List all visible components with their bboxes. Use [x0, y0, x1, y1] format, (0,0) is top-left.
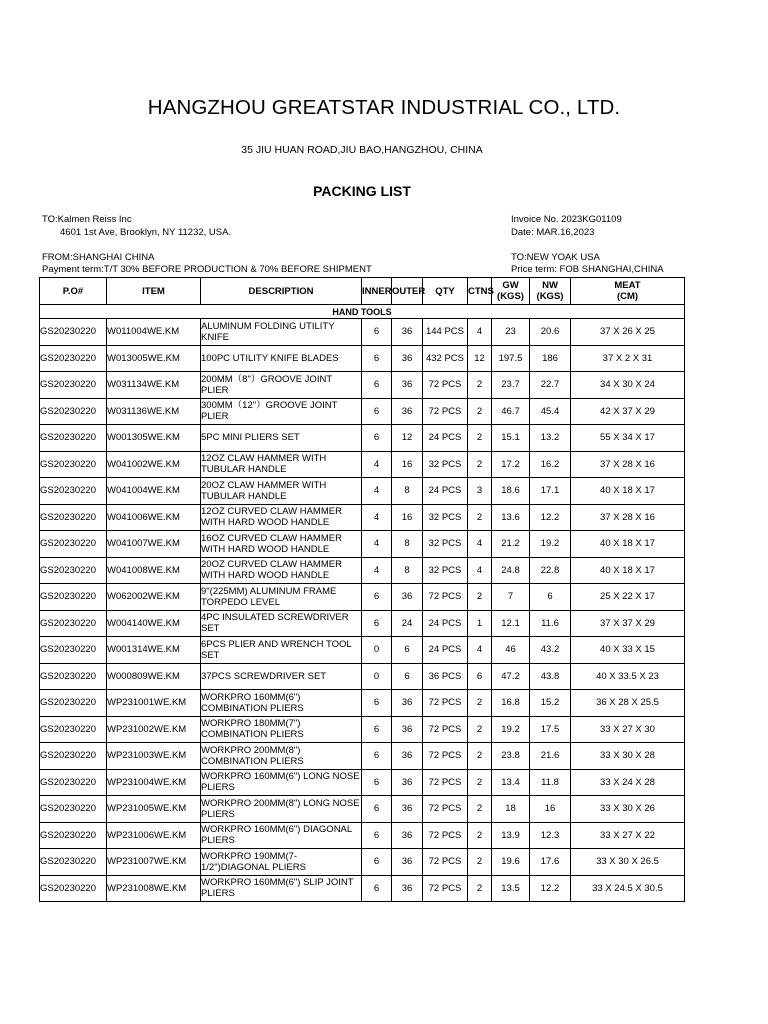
table-row [40, 398, 685, 425]
table-row [40, 557, 685, 584]
table-cell-inner: 6 [362, 425, 392, 452]
document-title: PACKING LIST [313, 183, 411, 199]
table-row [40, 716, 685, 743]
table-cell-item: WP231003WE.KM [107, 743, 201, 770]
table-cell-outer: 16 [392, 504, 423, 531]
table-cell-gw: 19.6 [492, 849, 530, 876]
table-cell-description: 37PCS SCREWDRIVER SET [201, 663, 362, 690]
table-cell-item: WP231001WE.KM [107, 690, 201, 717]
table-cell-nw: 19.2 [530, 531, 571, 558]
table-cell-outer: 36 [392, 849, 423, 876]
nw-label: NW [542, 280, 558, 291]
table-cell-po: GS20230220 [40, 822, 107, 849]
section-title: HAND TOOLS [40, 305, 685, 319]
table-cell-qty: 72 PCS [423, 849, 468, 876]
table-cell-outer: 8 [392, 531, 423, 558]
ship-to: TO:NEW YOAK USA [511, 252, 600, 263]
table-cell-item: W000809WE.KM [107, 663, 201, 690]
table-row [40, 663, 685, 690]
table-cell-inner: 6 [362, 398, 392, 425]
table-cell-gw: 13.4 [492, 769, 530, 796]
table-cell-po: GS20230220 [40, 531, 107, 558]
table-cell-ctns: 4 [468, 531, 492, 558]
table-row [40, 610, 685, 637]
column-header-meat [571, 278, 685, 305]
table-cell-meas: 37 X 28 X 16 [571, 451, 685, 478]
table-cell-ctns: 2 [468, 849, 492, 876]
table-cell-ctns: 2 [468, 398, 492, 425]
table-cell-gw: 24.8 [492, 557, 530, 584]
payment-term: Payment term:T/T 30% BEFORE PRODUCTION & 70% BEFORE SHIPMENT [42, 264, 372, 275]
table-cell-description: WORKPRO 180MM(7") COMBINATION PLIERS [201, 716, 362, 743]
table-cell-outer: 8 [392, 557, 423, 584]
table-cell-outer: 36 [392, 372, 423, 399]
table-row [40, 319, 685, 346]
table-cell-ctns: 2 [468, 796, 492, 823]
table-cell-description: 6PCS PLIER AND WRENCH TOOL SET [201, 637, 362, 664]
table-cell-qty: 72 PCS [423, 690, 468, 717]
consignee-address: 4601 1st Ave, Brooklyn, NY 11232, USA. [60, 227, 232, 238]
table-cell-qty: 72 PCS [423, 875, 468, 902]
table-cell-po: GS20230220 [40, 584, 107, 611]
table-cell-outer: 36 [392, 875, 423, 902]
table-cell-po: GS20230220 [40, 504, 107, 531]
table-cell-gw: 13.6 [492, 504, 530, 531]
table-cell-item: W011004WE.KM [107, 319, 201, 346]
table-cell-ctns: 1 [468, 610, 492, 637]
table-cell-ctns: 2 [468, 425, 492, 452]
table-cell-ctns: 2 [468, 584, 492, 611]
table-cell-outer: 16 [392, 451, 423, 478]
table-cell-meas: 33 X 24.5 X 30.5 [571, 875, 685, 902]
table-cell-inner: 0 [362, 637, 392, 664]
table-cell-nw: 20.6 [530, 319, 571, 346]
table-cell-inner: 6 [362, 743, 392, 770]
table-cell-gw: 12.1 [492, 610, 530, 637]
table-cell-outer: 24 [392, 610, 423, 637]
table-cell-meas: 36 X 28 X 25.5 [571, 690, 685, 717]
table-cell-meas: 33 X 24 X 28 [571, 769, 685, 796]
table-cell-description: 4PC INSULATED SCREWDRIVER SET [201, 610, 362, 637]
consignee-name: TO:Kalmen Reiss Inc [42, 214, 132, 225]
table-cell-description: 12OZ CLAW HAMMER WITH TUBULAR HANDLE [201, 451, 362, 478]
table-cell-gw: 7 [492, 584, 530, 611]
table-row [40, 584, 685, 611]
table-cell-nw: 11.6 [530, 610, 571, 637]
table-cell-po: GS20230220 [40, 319, 107, 346]
table-cell-nw: 11.8 [530, 769, 571, 796]
table-row [40, 743, 685, 770]
table-cell-po: GS20230220 [40, 796, 107, 823]
table-row [40, 531, 685, 558]
table-cell-item: W041007WE.KM [107, 531, 201, 558]
table-cell-inner: 4 [362, 557, 392, 584]
table-cell-ctns: 2 [468, 372, 492, 399]
table-cell-meas: 25 X 22 X 17 [571, 584, 685, 611]
table-cell-outer: 36 [392, 345, 423, 372]
table-cell-meas: 40 X 18 X 17 [571, 478, 685, 505]
table-cell-gw: 18.6 [492, 478, 530, 505]
table-cell-item: W001314WE.KM [107, 637, 201, 664]
table-cell-ctns: 4 [468, 557, 492, 584]
table-cell-inner: 4 [362, 531, 392, 558]
table-cell-description: WORKPRO 200MM(8") COMBINATION PLIERS [201, 743, 362, 770]
column-header-po: P.O# [40, 278, 107, 305]
table-cell-nw: 45.4 [530, 398, 571, 425]
table-row [40, 425, 685, 452]
table-cell-item: W013005WE.KM [107, 345, 201, 372]
table-cell-inner: 4 [362, 504, 392, 531]
table-cell-qty: 72 PCS [423, 716, 468, 743]
table-cell-gw: 15.1 [492, 425, 530, 452]
table-cell-gw: 21.2 [492, 531, 530, 558]
table-cell-gw: 17.2 [492, 451, 530, 478]
table-row [40, 451, 685, 478]
table-row [40, 769, 685, 796]
table-cell-qty: 72 PCS [423, 822, 468, 849]
table-cell-outer: 36 [392, 716, 423, 743]
table-cell-gw: 47.2 [492, 663, 530, 690]
table-cell-nw: 12.3 [530, 822, 571, 849]
table-cell-meas: 40 X 33.5 X 23 [571, 663, 685, 690]
table-cell-meas: 37 X 26 X 25 [571, 319, 685, 346]
table-cell-ctns: 2 [468, 822, 492, 849]
table-cell-po: GS20230220 [40, 425, 107, 452]
column-header-ctns: CTNS [468, 278, 492, 305]
invoice-number: Invoice No. 2023KG01109 [511, 214, 622, 225]
table-cell-inner: 6 [362, 716, 392, 743]
column-header-qty: QTY [423, 278, 468, 305]
table-cell-outer: 36 [392, 584, 423, 611]
table-cell-po: GS20230220 [40, 716, 107, 743]
table-cell-ctns: 12 [468, 345, 492, 372]
table-cell-qty: 144 PCS [423, 319, 468, 346]
column-header-nw [530, 278, 571, 305]
table-cell-meas: 37 X 37 X 29 [571, 610, 685, 637]
table-cell-outer: 36 [392, 743, 423, 770]
table-cell-inner: 0 [362, 663, 392, 690]
table-cell-outer: 12 [392, 425, 423, 452]
table-row [40, 690, 685, 717]
table-cell-po: GS20230220 [40, 690, 107, 717]
table-cell-gw: 13.5 [492, 875, 530, 902]
table-cell-description: WORKPRO 160MM(6") COMBINATION PLIERS [201, 690, 362, 717]
table-cell-qty: 36 PCS [423, 663, 468, 690]
table-cell-nw: 6 [530, 584, 571, 611]
table-cell-inner: 6 [362, 875, 392, 902]
table-header-row [40, 278, 685, 305]
table-cell-ctns: 2 [468, 451, 492, 478]
table-cell-item: W004140WE.KM [107, 610, 201, 637]
table-cell-gw: 46.7 [492, 398, 530, 425]
table-cell-outer: 36 [392, 796, 423, 823]
table-cell-item: W041006WE.KM [107, 504, 201, 531]
table-cell-po: GS20230220 [40, 478, 107, 505]
table-cell-meas: 33 X 27 X 30 [571, 716, 685, 743]
table-cell-description: WORKPRO 190MM(7-1/2")DIAGONAL PLIERS [201, 849, 362, 876]
table-cell-po: GS20230220 [40, 451, 107, 478]
table-cell-po: GS20230220 [40, 769, 107, 796]
table-cell-meas: 55 X 34 X 17 [571, 425, 685, 452]
table-cell-po: GS20230220 [40, 372, 107, 399]
table-cell-inner: 6 [362, 319, 392, 346]
section-row [40, 305, 685, 319]
gw-label: GW [502, 280, 519, 291]
table-cell-item: W031134WE.KM [107, 372, 201, 399]
table-cell-meas: 40 X 18 X 17 [571, 531, 685, 558]
table-cell-inner: 6 [362, 584, 392, 611]
table-cell-ctns: 2 [468, 875, 492, 902]
table-cell-qty: 72 PCS [423, 398, 468, 425]
table-cell-item: WP231005WE.KM [107, 796, 201, 823]
table-cell-po: GS20230220 [40, 557, 107, 584]
table-cell-po: GS20230220 [40, 849, 107, 876]
table-cell-outer: 36 [392, 769, 423, 796]
table-cell-meas: 33 X 27 X 22 [571, 822, 685, 849]
column-header-outer: OUTER [392, 278, 423, 305]
table-cell-nw: 16 [530, 796, 571, 823]
ship-from: FROM:SHANGHAI CHINA [42, 252, 155, 263]
table-cell-po: GS20230220 [40, 398, 107, 425]
table-cell-item: W031136WE.KM [107, 398, 201, 425]
table-cell-outer: 36 [392, 398, 423, 425]
table-cell-outer: 6 [392, 637, 423, 664]
invoice-date: Date: MAR.16,2023 [511, 227, 595, 238]
table-cell-meas: 37 X 28 X 16 [571, 504, 685, 531]
table-cell-inner: 4 [362, 451, 392, 478]
table-cell-qty: 24 PCS [423, 478, 468, 505]
table-cell-qty: 32 PCS [423, 531, 468, 558]
table-cell-item: WP231002WE.KM [107, 716, 201, 743]
table-cell-gw: 19.2 [492, 716, 530, 743]
table-cell-meas: 33 X 30 X 26.5 [571, 849, 685, 876]
table-cell-inner: 6 [362, 610, 392, 637]
table-cell-qty: 72 PCS [423, 584, 468, 611]
table-cell-item: W041002WE.KM [107, 451, 201, 478]
table-row [40, 372, 685, 399]
table-row [40, 637, 685, 664]
table-cell-gw: 13.9 [492, 822, 530, 849]
table-cell-ctns: 2 [468, 769, 492, 796]
table-cell-nw: 17.5 [530, 716, 571, 743]
table-cell-description: 5PC MINI PLIERS SET [201, 425, 362, 452]
table-cell-meas: 33 X 30 X 26 [571, 796, 685, 823]
table-cell-ctns: 2 [468, 716, 492, 743]
table-cell-item: WP231008WE.KM [107, 875, 201, 902]
table-cell-meas: 34 X 30 X 24 [571, 372, 685, 399]
table-cell-qty: 32 PCS [423, 557, 468, 584]
table-cell-po: GS20230220 [40, 663, 107, 690]
table-cell-item: W062002WE.KM [107, 584, 201, 611]
table-cell-ctns: 4 [468, 637, 492, 664]
table-cell-description: WORKPRO 160MM(6") SLIP JOINT PLIERS [201, 875, 362, 902]
table-cell-description: WORKPRO 200MM(8") LONG NOSE PLIERS [201, 796, 362, 823]
table-cell-nw: 21.6 [530, 743, 571, 770]
table-cell-qty: 72 PCS [423, 743, 468, 770]
table-cell-inner: 6 [362, 849, 392, 876]
table-cell-meas: 40 X 18 X 17 [571, 557, 685, 584]
table-cell-outer: 8 [392, 478, 423, 505]
table-cell-po: GS20230220 [40, 345, 107, 372]
table-cell-description: 16OZ CURVED CLAW HAMMER WITH HARD WOOD HANDLE [201, 531, 362, 558]
table-cell-ctns: 4 [468, 319, 492, 346]
table-cell-nw: 12.2 [530, 875, 571, 902]
table-row [40, 849, 685, 876]
column-header-inner: INNER [362, 278, 392, 305]
table-cell-inner: 6 [362, 372, 392, 399]
table-row [40, 504, 685, 531]
table-cell-qty: 24 PCS [423, 425, 468, 452]
table-cell-gw: 18 [492, 796, 530, 823]
table-cell-po: GS20230220 [40, 875, 107, 902]
table-cell-meas: 40 X 33 X 15 [571, 637, 685, 664]
company-name: HANGZHOU GREATSTAR INDUSTRIAL CO., LTD. [147, 96, 621, 119]
table-cell-item: WP231004WE.KM [107, 769, 201, 796]
table-cell-item: W001305WE.KM [107, 425, 201, 452]
table-cell-qty: 24 PCS [423, 637, 468, 664]
table-cell-description: 9"(225MM) ALUMINUM FRAME TORPEDO LEVEL [201, 584, 362, 611]
table-cell-nw: 43.2 [530, 637, 571, 664]
table-cell-ctns: 2 [468, 690, 492, 717]
packing-list-table [39, 277, 685, 902]
table-cell-qty: 72 PCS [423, 372, 468, 399]
table-cell-nw: 16.2 [530, 451, 571, 478]
table-row [40, 478, 685, 505]
table-cell-po: GS20230220 [40, 610, 107, 637]
table-cell-nw: 15.2 [530, 690, 571, 717]
table-cell-gw: 23.7 [492, 372, 530, 399]
table-cell-description: WORKPRO 160MM(6") DIAGONAL PLIERS [201, 822, 362, 849]
company-address: 35 JIU HUAN ROAD,JIU BAO,HANGZHOU, CHINA [241, 144, 483, 156]
table-cell-description: 100PC UTILITY KNIFE BLADES [201, 345, 362, 372]
table-cell-item: WP231007WE.KM [107, 849, 201, 876]
table-cell-inner: 6 [362, 769, 392, 796]
table-cell-inner: 6 [362, 345, 392, 372]
table-cell-outer: 36 [392, 690, 423, 717]
nw-unit: (KGS) [536, 291, 564, 302]
table-cell-outer: 36 [392, 319, 423, 346]
table-row [40, 822, 685, 849]
table-cell-nw: 43.8 [530, 663, 571, 690]
table-cell-gw: 23 [492, 319, 530, 346]
table-cell-ctns: 3 [468, 478, 492, 505]
table-cell-po: GS20230220 [40, 743, 107, 770]
table-cell-ctns: 2 [468, 743, 492, 770]
price-term: Price term: FOB SHANGHAI,CHINA [511, 264, 664, 275]
table-cell-nw: 17.1 [530, 478, 571, 505]
table-cell-inner: 4 [362, 478, 392, 505]
table-cell-outer: 6 [392, 663, 423, 690]
table-cell-outer: 36 [392, 822, 423, 849]
meat-unit: (CM) [616, 291, 639, 302]
table-cell-item: WP231006WE.KM [107, 822, 201, 849]
table-cell-nw: 17.6 [530, 849, 571, 876]
table-cell-po: GS20230220 [40, 637, 107, 664]
table-cell-inner: 6 [362, 822, 392, 849]
table-cell-item: W041008WE.KM [107, 557, 201, 584]
table-cell-description: 200MM（8"）GROOVE JOINT PLIER [201, 372, 362, 399]
table-cell-gw: 197.5 [492, 345, 530, 372]
table-cell-item: W041004WE.KM [107, 478, 201, 505]
column-header-gw [492, 278, 530, 305]
gw-unit: (KGS) [497, 291, 524, 302]
table-cell-nw: 186 [530, 345, 571, 372]
table-cell-meas: 33 X 30 X 28 [571, 743, 685, 770]
table-cell-nw: 12.2 [530, 504, 571, 531]
table-cell-gw: 23.8 [492, 743, 530, 770]
table-cell-gw: 46 [492, 637, 530, 664]
table-cell-description: 12OZ CURVED CLAW HAMMER WITH HARD WOOD HANDLE [201, 504, 362, 531]
table-cell-description: ALUMINUM FOLDING UTILITY KNIFE [201, 319, 362, 346]
table-cell-ctns: 6 [468, 663, 492, 690]
table-cell-inner: 6 [362, 690, 392, 717]
table-cell-qty: 72 PCS [423, 769, 468, 796]
table-cell-qty: 72 PCS [423, 796, 468, 823]
table-cell-description: 20OZ CLAW HAMMER WITH TUBULAR HANDLE [201, 478, 362, 505]
table-cell-nw: 22.7 [530, 372, 571, 399]
table-row [40, 345, 685, 372]
table-row [40, 875, 685, 902]
table-cell-description: 300MM（12"）GROOVE JOINT PLIER [201, 398, 362, 425]
table-cell-qty: 24 PCS [423, 610, 468, 637]
table-cell-gw: 16.8 [492, 690, 530, 717]
column-header-description: DESCRIPTION [201, 278, 362, 305]
table-cell-meas: 37 X 2 X 31 [571, 345, 685, 372]
table-cell-nw: 22.8 [530, 557, 571, 584]
table-cell-qty: 32 PCS [423, 504, 468, 531]
table-cell-description: WORKPRO 160MM(6") LONG NOSE PLIERS [201, 769, 362, 796]
meat-label: MEAT [614, 280, 641, 291]
table-cell-meas: 42 X 37 X 29 [571, 398, 685, 425]
table-cell-ctns: 2 [468, 504, 492, 531]
table-cell-inner: 6 [362, 796, 392, 823]
table-row [40, 796, 685, 823]
table-cell-qty: 32 PCS [423, 451, 468, 478]
table-cell-description: 20OZ CURVED CLAW HAMMER WITH HARD WOOD HANDLE [201, 557, 362, 584]
table-cell-qty: 432 PCS [423, 345, 468, 372]
column-header-item: ITEM [107, 278, 201, 305]
table-cell-nw: 13.2 [530, 425, 571, 452]
